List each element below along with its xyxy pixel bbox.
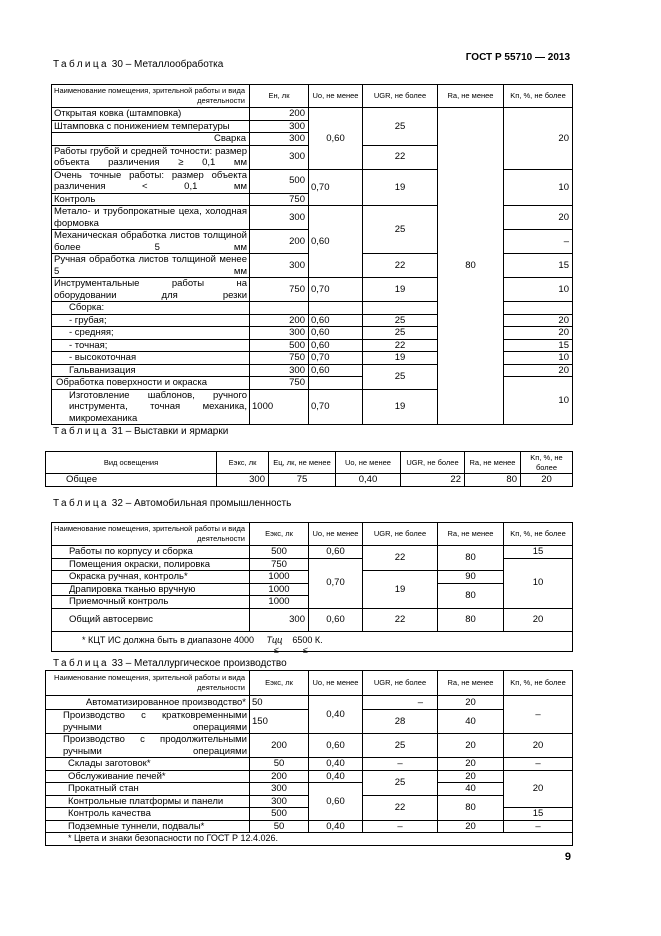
cell-name: Автоматизированное производство*: [46, 696, 250, 710]
cell-uo: 0,60: [309, 339, 363, 352]
table-row: [52, 546, 573, 559]
page-number: 9: [564, 851, 571, 863]
cell-ra: 80: [438, 583, 504, 608]
footnote: [52, 631, 573, 651]
footnote-text: * КЦТ ИС должна быть в диапазоне 4000: [82, 635, 254, 646]
cell-ugr: 28: [363, 710, 438, 734]
col-header-name: Наименование помещения, зрительной работы и вида деятельности: [46, 671, 250, 696]
cell-ugr: 25: [363, 364, 438, 389]
cell-name: Механическая обработка листов толщиной более 5 мм: [52, 230, 250, 254]
cell-name: Окраска ручная, контроль*: [52, 571, 250, 584]
cell-name: Приемочный контроль: [52, 596, 250, 609]
table-header-row: [46, 671, 573, 696]
cell-ra: 80: [438, 795, 504, 820]
cell-kp: 10: [504, 377, 573, 425]
footnote: * Цвета и знаки безопасности по ГОСТ Р 12.4.026.: [46, 833, 573, 846]
cell-ra: 80: [438, 608, 504, 631]
cell-ra: 40: [438, 710, 504, 734]
table-33-caption: [53, 658, 287, 669]
cell-ugr: 25: [363, 108, 438, 146]
cell-e: 200: [250, 108, 309, 121]
table-32: [51, 522, 573, 652]
cell-ugr: 22: [363, 795, 438, 820]
footnote-row: [52, 631, 573, 651]
cell-kp: –: [504, 820, 573, 833]
cell-e: 300: [250, 120, 309, 133]
cell-e: 200: [250, 734, 309, 758]
cell-kp: 15: [504, 546, 573, 559]
cell-ugr: 19: [363, 389, 438, 425]
cell-name: Помещения окраски, полировка: [52, 558, 250, 571]
cell-ugr: 19: [363, 169, 438, 206]
cell-ugr: 22: [363, 546, 438, 571]
cell-e: 500: [250, 339, 309, 352]
col-header-name: Наименование помещения, зрительной работы и вида деятельности: [52, 85, 250, 108]
table-word: Таблица: [53, 59, 110, 70]
cell-name: Производство с кратковременными ручными операциями: [46, 710, 250, 734]
cell-uo: 0,70: [309, 352, 363, 365]
cell-uo: 0,60: [309, 206, 363, 278]
cell-uo: 0,40: [309, 758, 363, 771]
cell-uo: 0,70: [309, 278, 363, 302]
cell-kp: 15: [504, 254, 573, 278]
cell-e: 200: [250, 770, 309, 783]
col-header-e: Eэкс, лк: [217, 452, 269, 474]
cell-e: 200: [250, 314, 309, 327]
col-header-ra: Ra, не менее: [438, 85, 504, 108]
cell-uo: 0,40: [309, 696, 363, 734]
table-header-row: [52, 85, 573, 108]
cell-name: Производство с продолжительными ручными операциями: [46, 734, 250, 758]
cell-name: Открытая ковка (штамповка): [52, 108, 250, 121]
col-header-kp: Kп, %, не более: [504, 523, 573, 546]
table-row: [46, 770, 573, 783]
cell-uo: 0,60: [309, 608, 363, 631]
table-31-caption: [53, 426, 228, 437]
cell-ra: 20: [438, 770, 504, 783]
cell-e: 50: [250, 696, 309, 710]
document-code: ГОСТ Р 55710 — 2013: [465, 52, 570, 63]
col-header-uo: Uo, не менее: [309, 523, 363, 546]
col-header-ugr: UGR, не более: [363, 523, 438, 546]
cell-kp: 10: [504, 278, 573, 302]
cell-ugr: 19: [363, 278, 438, 302]
footnote-le-2: ≤: [303, 645, 308, 655]
cell-name: Гальванизация: [52, 364, 250, 377]
cell-e: 300: [250, 608, 309, 631]
cell-uo: 0,40: [309, 770, 363, 783]
cell-e: 300: [250, 327, 309, 340]
cell-name: Общий автосервис: [52, 608, 250, 631]
cell-uo: 0,60: [309, 364, 363, 377]
cell-e: 300: [250, 145, 309, 169]
cell-name: Инструментальные работы на оборудовании для резки: [52, 278, 250, 302]
cell-kp: 10: [504, 352, 573, 365]
cell-name: Подземные туннели, подвалы*: [46, 820, 250, 833]
cell-name: - средняя;: [52, 327, 250, 340]
table-title: 32 – Автомобильная промышленность: [111, 498, 292, 509]
cell-uo: 0,60: [309, 734, 363, 758]
cell-e: 50: [250, 758, 309, 771]
cell-kp: –: [504, 696, 573, 734]
cell-e: 750: [250, 558, 309, 571]
cell-ra: 20: [438, 696, 504, 710]
cell-ec: 75: [269, 474, 336, 487]
cell-e: 750: [250, 278, 309, 302]
col-header-ra: Ra, не менее: [438, 523, 504, 546]
cell-ugr: 25: [363, 734, 438, 758]
cell-e: 1000: [250, 389, 309, 425]
col-header-kp: Kп, %, не более: [504, 671, 573, 696]
cell-name: Обслуживание печей*: [46, 770, 250, 783]
table-row: [46, 474, 573, 487]
cell-e: 750: [250, 193, 309, 206]
table-row: [46, 758, 573, 771]
cell-name: - высокоточная: [52, 352, 250, 365]
table-word: Таблица: [53, 426, 110, 437]
cell-name: Контрольные платформы и панели: [46, 795, 250, 808]
cell-kp: 15: [504, 808, 573, 821]
table-title: 30 – Металлообработка: [111, 59, 224, 70]
cell-kp: 20: [504, 734, 573, 758]
cell-e: 150: [250, 710, 309, 734]
table-30: [51, 84, 573, 425]
cell-name: Работы грубой и средней точности: размер объекта различения ≥ 0,1 мм: [52, 145, 250, 169]
table-30-caption: [53, 59, 223, 70]
cell-name: Ручная обработка листов толщиной менее 5 мм: [52, 254, 250, 278]
cell-uo: 0,40: [336, 474, 401, 487]
cell-ra: 80: [465, 474, 521, 487]
table-title: 33 – Металлургическое производство: [111, 658, 287, 669]
cell-ugr: –: [363, 696, 438, 710]
cell-uo: [309, 302, 363, 315]
footnote-end: 6500 К.: [292, 635, 323, 646]
col-header-e: Eэкс, лк: [250, 671, 309, 696]
cell-ra: 80: [438, 108, 504, 425]
table-row: [46, 696, 573, 710]
cell-e: 200: [250, 230, 309, 254]
cell-e: 300: [250, 254, 309, 278]
cell-name: Сварка: [52, 133, 250, 146]
cell-name: Сборка:: [52, 302, 250, 315]
table-row: [52, 108, 573, 121]
table-row: [46, 734, 573, 758]
cell-e: 500: [250, 169, 309, 193]
table-word: Таблица: [53, 498, 110, 509]
cell-uo: 0,70: [309, 169, 363, 206]
cell-type: Общее: [46, 474, 217, 487]
cell-ugr: 22: [363, 608, 438, 631]
table-header-row: [52, 523, 573, 546]
cell-e: 300: [250, 783, 309, 796]
cell-e: 500: [250, 546, 309, 559]
col-header-name: Наименование помещения, зрительной работы и вида деятельности: [52, 523, 250, 546]
cell-ugr: 25: [363, 327, 438, 340]
col-header-ec: Eц, лк, не менее: [269, 452, 336, 474]
cell-kp: 10: [504, 169, 573, 206]
col-header-ra: Ra, не менее: [438, 671, 504, 696]
cell-e: 1000: [250, 583, 309, 596]
cell-kp: 20: [504, 608, 573, 631]
cell-ugr: 22: [401, 474, 465, 487]
cell-name: Склады заготовок*: [46, 758, 250, 771]
cell-ugr: 25: [363, 314, 438, 327]
col-header-ugr: UGR, не более: [363, 85, 438, 108]
cell-kp: –: [504, 758, 573, 771]
table-row: [52, 608, 573, 631]
cell-e: 300: [250, 206, 309, 230]
cell-name: Изготовление шаблонов, ручного инструмента, точная механика, микромеханика: [52, 389, 250, 425]
cell-ugr: [363, 302, 438, 315]
table-31: [45, 451, 573, 487]
table-32-caption: [53, 498, 291, 509]
cell-ugr: –: [363, 758, 438, 771]
cell-e: 750: [250, 352, 309, 365]
cell-ra: 20: [438, 820, 504, 833]
cell-ugr: 19: [363, 571, 438, 609]
cell-name: Метало- и трубопрокатные цеха, холодная формовка: [52, 206, 250, 230]
cell-ugr: 25: [363, 206, 438, 254]
cell-kp: 20: [504, 206, 573, 230]
cell-ra: 20: [438, 758, 504, 771]
col-header-kp: Kп, %, не более: [521, 452, 573, 474]
cell-uo: [309, 377, 363, 390]
cell-ra: 20: [438, 734, 504, 758]
cell-uo: 0,60: [309, 108, 363, 170]
cell-kp: 20: [504, 108, 573, 170]
cell-name: Прокатный стан: [46, 783, 250, 796]
cell-e: 500: [250, 808, 309, 821]
cell-e: 50: [250, 820, 309, 833]
col-header-e: Eн, лк: [250, 85, 309, 108]
table-word: Таблица: [53, 658, 110, 669]
footnote-row: [46, 833, 573, 846]
cell-name: Контроль качества: [46, 808, 250, 821]
table-header-row: [46, 452, 573, 474]
col-header-e: Eэкс, лк: [250, 523, 309, 546]
table-row: [46, 820, 573, 833]
cell-uo: 0,60: [309, 327, 363, 340]
cell-uo: 0,60: [309, 314, 363, 327]
cell-kp: –: [504, 230, 573, 254]
col-header-kp: Kп, %, не более: [504, 85, 573, 108]
cell-name: Обработка поверхности и окраска: [52, 377, 250, 390]
cell-kp: 20: [504, 770, 573, 808]
cell-ugr: 22: [363, 145, 438, 169]
footnote-le-1: ≤: [274, 645, 279, 655]
cell-uo: 0,60: [309, 546, 363, 559]
col-header-uo: Uo, не менее: [309, 85, 363, 108]
table-row: [46, 783, 573, 796]
cell-e: 1000: [250, 596, 309, 609]
cell-kp: 15: [504, 339, 573, 352]
col-header-type: Вид освещения: [46, 452, 217, 474]
cell-kp: 20: [504, 364, 573, 377]
col-header-ra: Ra, не менее: [465, 452, 521, 474]
cell-uo: 0,60: [309, 783, 363, 821]
cell-ugr: 25: [363, 770, 438, 795]
cell-e: 750: [250, 377, 309, 390]
cell-name: - грубая;: [52, 314, 250, 327]
cell-uo: 0,70: [309, 558, 363, 608]
cell-kp: [504, 302, 573, 315]
cell-ugr: –: [363, 820, 438, 833]
cell-ugr: 22: [363, 339, 438, 352]
cell-ra: 80: [438, 546, 504, 571]
cell-ra: 90: [438, 571, 504, 584]
cell-uo: 0,70: [309, 389, 363, 425]
cell-kp: 20: [504, 314, 573, 327]
cell-name: Очень точные работы: размер объекта различения < 0,1 мм: [52, 169, 250, 193]
cell-kp: 20: [521, 474, 573, 487]
cell-e: 300: [217, 474, 269, 487]
col-header-ugr: UGR, не более: [401, 452, 465, 474]
footnote-temp: Тцц: [266, 635, 283, 646]
cell-ra: 40: [438, 783, 504, 796]
cell-kp: 20: [504, 327, 573, 340]
cell-name: Работы по корпусу и сборка: [52, 546, 250, 559]
cell-name: Контроль: [52, 193, 250, 206]
cell-ugr: 19: [363, 352, 438, 365]
cell-e: 300: [250, 364, 309, 377]
cell-e: 300: [250, 795, 309, 808]
table-title: 31 – Выставки и ярмарки: [111, 426, 229, 437]
col-header-uo: Uo, не менее: [336, 452, 401, 474]
table-33: [45, 670, 573, 846]
cell-e: [250, 302, 309, 315]
cell-e: 1000: [250, 571, 309, 584]
cell-name: - точная;: [52, 339, 250, 352]
cell-e: 300: [250, 133, 309, 146]
cell-uo: 0,40: [309, 820, 363, 833]
col-header-ugr: UGR, не более: [363, 671, 438, 696]
cell-name: Штамповка с понижением температуры: [52, 120, 250, 133]
cell-ugr: 22: [363, 254, 438, 278]
cell-kp: 10: [504, 558, 573, 608]
col-header-uo: Uo, не менее: [309, 671, 363, 696]
cell-name: Драпировка тканью вручную: [52, 583, 250, 596]
